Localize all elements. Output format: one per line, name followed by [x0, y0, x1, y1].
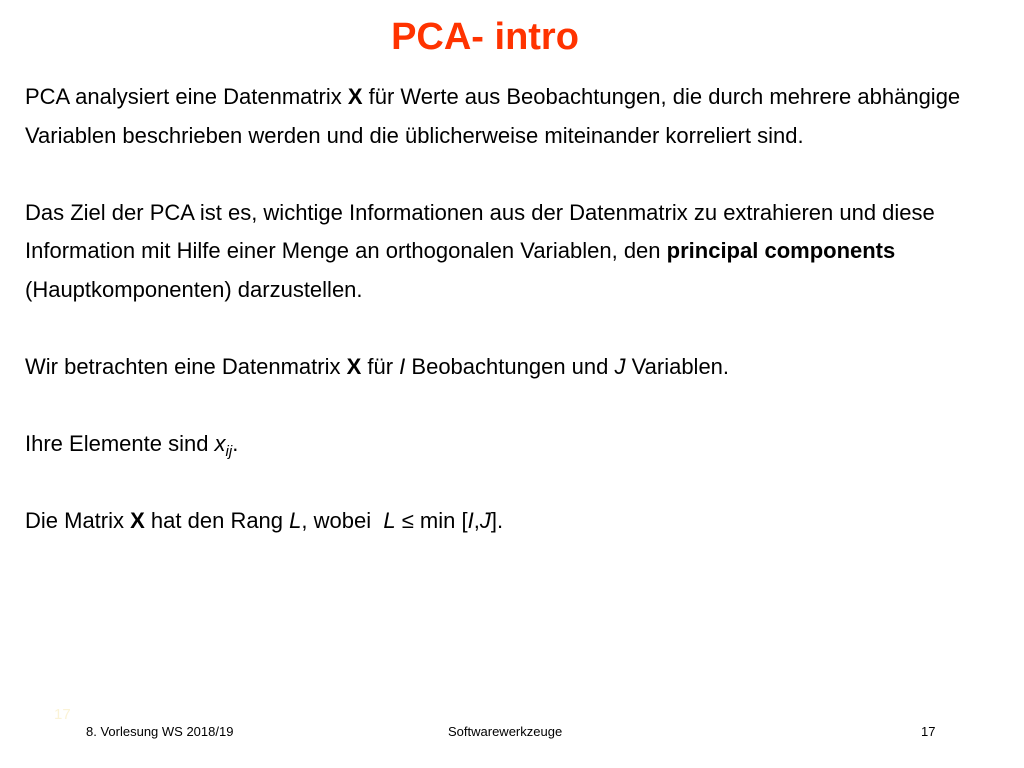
text-run: für [361, 353, 400, 379]
footer-page-number: 17 [921, 724, 936, 739]
text-run: , wobei [301, 507, 384, 533]
paragraph-pca-definition [25, 78, 1005, 155]
text-run: ≤ min [ [395, 507, 468, 533]
term-principal-components: principal components [666, 238, 896, 263]
paragraph-pca-goal [25, 194, 1005, 310]
footer-lecture: 8. Vorlesung WS 2018/19 [86, 724, 234, 739]
symbol-j: J [614, 353, 626, 379]
text-run: für Werte aus Beobachtungen, die durch mehrere abhängige Variablen beschrieben werden und die üblicherweise miteinander korreliert sind. [25, 84, 961, 148]
slide-title: PCA- intro [391, 16, 579, 58]
symbol-j: J [479, 507, 491, 533]
text-run: . [232, 430, 239, 456]
text-run: (Hauptkomponenten) darzustellen. [25, 276, 363, 302]
slide-number-watermark: 17 [54, 706, 71, 723]
subscript-ij: ij [225, 442, 233, 460]
text-run: PCA analysiert eine Datenmatrix [25, 84, 348, 109]
text-run: Beobachtungen und [405, 353, 615, 379]
matrix-symbol-x: X [346, 353, 362, 379]
footer-course: Softwarewerkzeuge [448, 724, 563, 739]
symbol-i: I [399, 353, 406, 379]
paragraph-elements [25, 425, 1005, 464]
text-run: Wir betrachten eine Datenmatrix [25, 353, 347, 379]
matrix-symbol-x: X [347, 84, 363, 109]
symbol-x-element: x [214, 430, 226, 456]
text-run: , [473, 507, 480, 533]
symbol-l: L [289, 507, 302, 533]
paragraph-rank [25, 502, 1005, 541]
symbol-l: L [383, 507, 396, 533]
matrix-symbol-x: X [130, 507, 145, 533]
text-run: Die Matrix [25, 507, 131, 533]
text-run: Das Ziel der PCA ist es, wichtige Informationen aus der Datenmatrix zu extrahieren und diese Information mit Hilfe einer Menge an orthogonalen Variablen, den [25, 199, 935, 263]
symbol-i: I [467, 507, 474, 533]
text-run: Ihre Elemente sind [25, 430, 215, 456]
text-run: Variablen. [625, 353, 730, 379]
slide-body [25, 78, 1005, 540]
text-run: ]. [490, 507, 504, 533]
text-run: hat den Rang [144, 507, 290, 533]
paragraph-data-matrix [25, 348, 1005, 387]
